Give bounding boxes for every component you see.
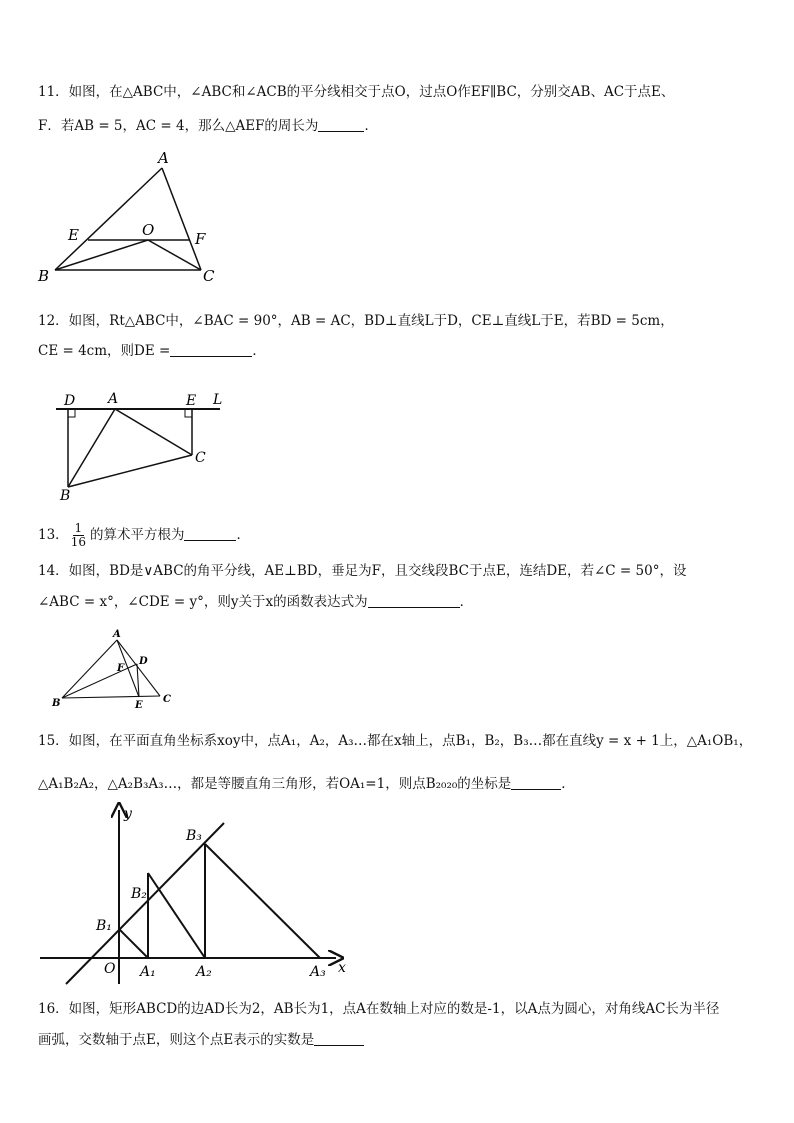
q15-text: △A₁B₂A₂，△A₂B₃A₃…，都是等腰直角三角形，若OA₁=1，则点B₂₀₂₀的坐标是 bbox=[38, 776, 512, 792]
q15-label-y: y bbox=[124, 806, 132, 822]
q11-label-E: E bbox=[68, 226, 79, 244]
q15-line-y-eq-x-plus-1 bbox=[66, 823, 224, 984]
q14-text: ∠ABC = x°，∠CDE = y°，则y关于x的函数表达式为 bbox=[38, 594, 368, 610]
q15-period: ． bbox=[561, 776, 575, 792]
q15-label-O: O bbox=[104, 961, 116, 977]
q16-text-line1: 16．如图，矩形ABCD的边AD长为2，AB长为1，点A在数轴上对应的数是-1，以A点为圆心，对角线AC长为半径 bbox=[38, 1001, 720, 1017]
q14-label-E: E bbox=[135, 700, 143, 711]
q11-label-C: C bbox=[203, 267, 215, 285]
q14-label-D: D bbox=[139, 656, 148, 667]
q12-label-D: D bbox=[64, 393, 76, 409]
q13-fraction-numerator: 1 bbox=[74, 521, 83, 535]
q12-period: ． bbox=[252, 343, 266, 359]
q11-label-F: F bbox=[195, 230, 206, 248]
q11-label-O: O bbox=[142, 221, 155, 239]
q11-period: ． bbox=[364, 118, 378, 134]
q14-label-B: B bbox=[52, 698, 61, 709]
q12-label-B: B bbox=[60, 488, 71, 504]
q13-number: 13． bbox=[38, 527, 69, 543]
q12-label-L: L bbox=[213, 392, 223, 408]
q12-text: CE = 4cm，则DE = bbox=[38, 343, 171, 359]
q15-label-x: x bbox=[338, 960, 346, 976]
q15-label-B3: B₃ bbox=[186, 828, 202, 844]
q11-text: F．若AB = 5，AC = 4，那么△AEF的周长为 bbox=[38, 118, 319, 134]
q13-fraction-denominator: 16 bbox=[70, 535, 86, 549]
q13-period: ． bbox=[236, 527, 250, 543]
q15-label-A3: A₃ bbox=[310, 964, 326, 980]
q14-label-A: A bbox=[113, 629, 121, 640]
q15-label-A1: A₁ bbox=[140, 964, 156, 980]
q15-label-A2: A₂ bbox=[196, 964, 212, 980]
q15-text-line1: 15．如图，在平面直角坐标系xoy中，点A₁，A₂，A₃…都在x轴上，点B₁，B₂，B₃…都在直线y = x + 1上，△A₁OB₁， bbox=[38, 733, 753, 749]
q11-label-A: A bbox=[158, 149, 169, 167]
q12-label-C: C bbox=[195, 450, 206, 466]
q16-text: 画弧，交数轴于点E，则这个点E表示的实数是 bbox=[38, 1032, 315, 1048]
q15-label-B2: B₂ bbox=[131, 886, 147, 902]
q14-label-C: C bbox=[163, 694, 171, 705]
q14-label-F: F bbox=[117, 663, 125, 674]
q12-label-E: E bbox=[186, 393, 197, 409]
q15-label-B1: B₁ bbox=[96, 918, 112, 934]
q11-label-B: B bbox=[38, 267, 50, 285]
q12-text-line1: 12．如图，Rt△ABC中，∠BAC = 90°，AB = AC，BD⊥直线L于D，CE⊥直线L于E，若BD = 5cm， bbox=[38, 313, 674, 329]
q16-answer-blank[interactable] bbox=[314, 1031, 364, 1046]
q16-text-line2 bbox=[38, 1030, 364, 1050]
q11-text-line1: 11．如图，在△ABC中，∠ABC和∠ACB的平分线相交于点O，过点O作EF∥BC，分别交AB、AC于点E、 bbox=[38, 84, 675, 100]
q12-label-A: A bbox=[108, 391, 119, 407]
q14-period: ． bbox=[459, 594, 474, 610]
q14-text-line1: 14．如图，BD是∨ABC的角平分线，AE⊥BD，垂足为F，且交线段BC于点E，连结DE，若∠C = 50°，设 bbox=[38, 563, 687, 579]
q13-body: 的算术平方根为 bbox=[89, 527, 185, 543]
